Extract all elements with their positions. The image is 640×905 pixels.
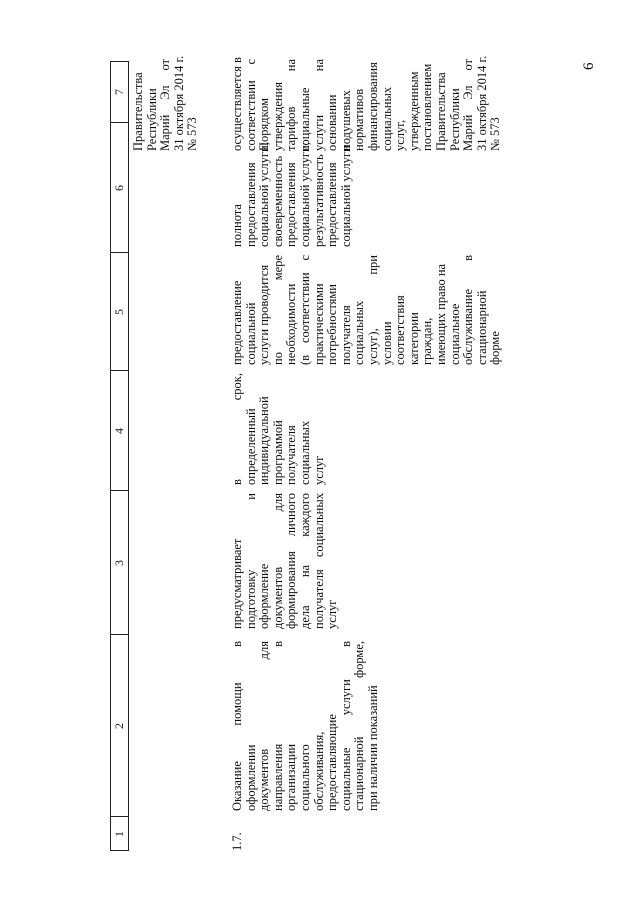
row-col4-deadline: в срок, определенный индивидуальной программой получателя социальных услуг xyxy=(230,373,326,485)
continuation-col7: Правительства Республики Марий Эл от 31 октября 2014 г. № 573 xyxy=(131,55,200,151)
page-number: 6 xyxy=(581,62,597,70)
header-col-2: 2 xyxy=(112,723,126,729)
row-col2-service: Оказание помощи в оформлении документов для направления в организации социального обслуживания, предоставляющие социальные услуги в стационарной форме, при наличии показаний xyxy=(230,641,380,811)
header-col-3: 3 xyxy=(112,560,126,566)
header-col-7: 7 xyxy=(112,89,126,95)
row-1-7 xyxy=(110,55,540,851)
header-col-4: 4 xyxy=(112,428,126,434)
row-col7-notes: осуществляется в соответствии с Порядком утверждения тарифов на социальные услуги на основании подушевых нормативов финансирования социальных услуг, утвержденным постановлением Правительства Республики Марий Эл от 31 октября 2014 г. № 573 xyxy=(230,55,503,151)
header-col-6: 6 xyxy=(112,185,126,191)
row-col6-indicators: полнота предоставления социальной услуги; своевременность предоставления социальной услуги; результативность предоставления социальной услуги xyxy=(230,141,353,247)
header-col-5: 5 xyxy=(112,309,126,315)
header-col-1: 1 xyxy=(112,831,126,837)
row-col3-description: предусматривает подготовку и оформление документов для формирования личного дела на каждого получателя социальных услуг xyxy=(230,493,340,629)
row-number: 1.7. xyxy=(230,832,244,851)
row-col5-conditions: предоставление социальной услуги проводится по мере необходимости (в соответствии с практическими потребностями получателя социальных услуг), при условии соответствия категории граждан, имеющих право на социальное обслуживание в стационарной форме xyxy=(230,255,503,365)
